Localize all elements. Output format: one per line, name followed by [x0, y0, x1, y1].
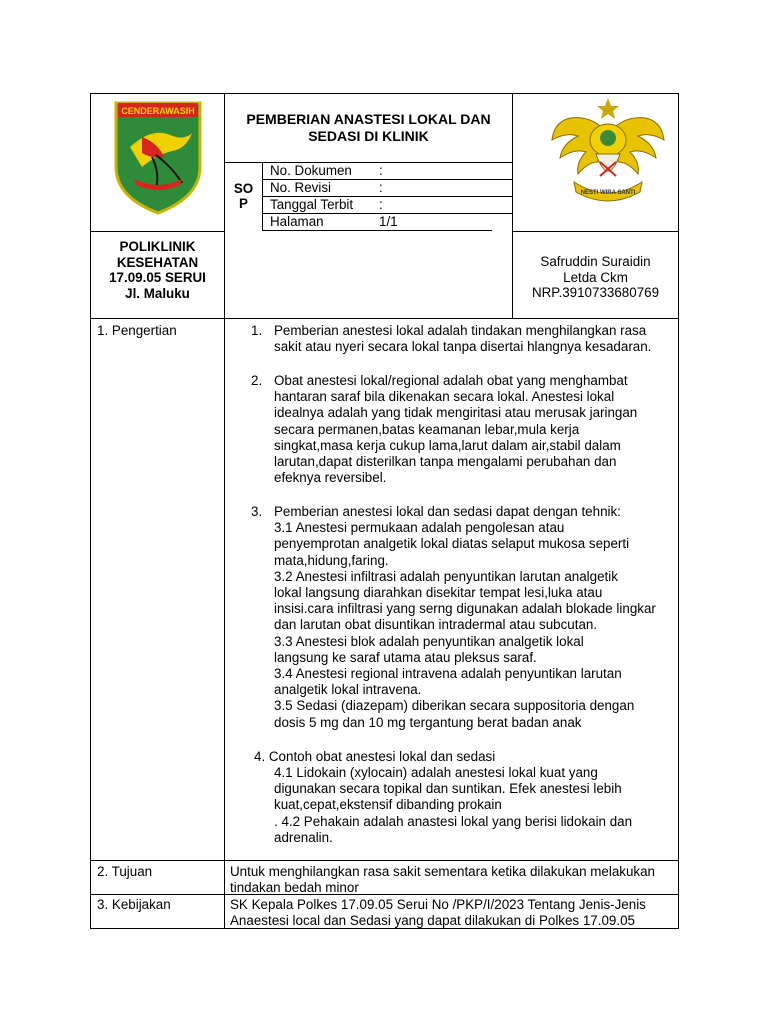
meta-label-dokumen: No. Dokumen: [270, 163, 352, 178]
list-item-2-number: 2.: [251, 373, 263, 388]
title-line-1: PEMBERIAN ANASTESI LOKAL DAN: [246, 111, 491, 127]
text-line: singkat,masa kerja cukup lama,larut dalam air,stabil dalam: [274, 437, 621, 453]
meta-value-tanggal: :: [379, 197, 383, 212]
text-line: mata,hidung,faring.: [274, 552, 389, 568]
table-border-right: [678, 93, 679, 929]
text-line: larutan,dapat disterilkan tanpa mengalami perubahan dan: [274, 454, 617, 470]
text-line: 4.1 Lidokain (xylocain) adalah anestesi lokal kuat yang: [274, 765, 598, 780]
meta-label-revisi: No. Revisi: [270, 180, 332, 195]
list-item-1-number: 1.: [251, 323, 263, 338]
text-line: . 4.2 Pehakain adalah anastesi lokal yang berisi lidokain dan: [274, 813, 633, 829]
kodam-garuda-logo: [548, 96, 668, 206]
meta-label-halaman: Halaman: [270, 214, 324, 229]
divider-meta-4: [262, 230, 492, 231]
text-line: dosis 5 mg dan 10 mg tergantung berat badan anak: [274, 714, 582, 730]
list-item-2-text: [274, 373, 637, 486]
divider-header-row: [90, 231, 225, 232]
divider-title: [224, 162, 513, 163]
text-line: Anaestesi local dan Sedasi yang dapat dilakukan di Polkes 17.09.05: [230, 913, 635, 928]
tujuan-text: [230, 864, 655, 896]
text-line: lokal langsung diarahkan disekitar tempat lesi,luka atau: [274, 585, 603, 601]
signatory-name: Safruddin Suraidin: [540, 254, 651, 269]
sop-line-1: SO: [233, 181, 254, 196]
sop-label: [225, 181, 262, 211]
signatory-nrp: NRP.3910733680769: [531, 285, 660, 300]
list-item-4-heading: 4. Contoh obat anestesi lokal dan sedasi: [254, 749, 496, 764]
table-border-top: [90, 93, 679, 94]
text-line: 3.5 Sedasi (diazepam) diberikan secara suppositoria dengan: [274, 698, 635, 714]
text-line: 3.3 Anestesi blok adalah penyuntikan analgetik lokal: [274, 633, 584, 649]
text-line: penyemprotan analgetik lokal diatas selaput mukosa seperti: [274, 536, 630, 552]
list-item-4-text: [274, 765, 632, 846]
signatory-rank: Letda Ckm: [563, 269, 628, 285]
text-line: digunakan secara topikal dan suntikan. Efek anestesi lebih: [274, 781, 622, 797]
text-line: analgetik lokal intravena.: [274, 682, 422, 698]
kebijakan-text: [230, 897, 646, 929]
list-item-3-text: [274, 504, 656, 731]
divider-tujuan: [90, 860, 679, 861]
text-line: langsung ke saraf utama atau pleksus saraf.: [274, 649, 537, 665]
text-line: Obat anestesi lokal/regional adalah obat yang menghambat: [274, 373, 628, 388]
divider-clinic-left: [224, 231, 225, 318]
table-border-left: [90, 93, 91, 929]
meta-value-dokumen: :: [379, 163, 383, 178]
clinic-info: [91, 239, 224, 301]
text-line: 3.1 Anestesi permukaan adalah pengolesan atau: [274, 520, 565, 536]
logo-motto-text: NESTI WIRA SANTI: [580, 190, 636, 196]
text-line: secara permanen,batas keamanan lebar,mula kerja: [274, 421, 580, 437]
text-line: Pemberian anestesi lokal dan sedasi dapat dengan tehnik:: [274, 504, 621, 519]
text-line: Untuk menghilangkan rasa sakit sementara ketika dilakukan melakukan: [230, 864, 656, 879]
title-line-2: SEDASI DI KLINIK: [308, 128, 429, 144]
section-label-kebijakan: 3. Kebijakan: [97, 897, 171, 912]
list-item-3-number: 3.: [251, 504, 263, 519]
text-line: dan larutan obat disuntikan intradermal atau subcutan.: [274, 617, 598, 633]
meta-value-revisi: :: [379, 180, 383, 195]
page-title: [225, 111, 512, 145]
divider-content-col: [224, 318, 225, 929]
logo-banner-text: CENDERAWASIH: [121, 106, 195, 116]
divider-header-row-right: [512, 231, 679, 232]
text-line: insisi.cara infiltrasi yang serng digunakan adalah blokade lingkar: [274, 601, 656, 617]
clinic-line-2: KESEHATAN: [116, 254, 199, 270]
list-item-1-text: [274, 323, 651, 355]
clinic-line-3: 17.09.05 SERUI: [109, 270, 206, 285]
cenderawasih-logo: [112, 97, 204, 215]
text-line: hantaran saraf bila dikenakan secara lokal. Anestesi lokal: [274, 389, 615, 405]
signatory: [513, 254, 678, 301]
text-line: adrenalin.: [274, 829, 333, 845]
text-line: SK Kepala Polkes 17.09.05 Serui No /PKP/I/2023 Tentang Jenis-Jenis: [230, 897, 646, 912]
text-line: 3.4 Anestesi regional intravena adalah penyuntikan larutan: [274, 666, 622, 682]
text-line: idealnya adalah yang tidak mengiritasi atau merusak jaringan: [274, 405, 638, 421]
text-line: efeknya reversibel.: [274, 470, 387, 486]
section-label-tujuan: 2. Tujuan: [97, 864, 153, 879]
clinic-line-1: POLIKLINIK: [119, 239, 196, 254]
sop-line-2: P: [239, 196, 248, 211]
clinic-line-4: Jl. Maluku: [125, 285, 190, 301]
divider-content-top: [90, 318, 679, 319]
text-line: sakit atau nyeri secara lokal tanpa disertai hlangnya kesadaran.: [274, 339, 652, 355]
section-label-pengertian: 1. Pengertian: [97, 323, 177, 338]
text-line: tindakan bedah minor: [230, 880, 359, 895]
text-line: 3.2 Anestesi infiltrasi adalah penyuntikan larutan analgetik: [274, 568, 618, 584]
text-line: Pemberian anestesi lokal adalah tindakan menghilangkan rasa: [274, 323, 647, 338]
text-line: kuat,cepat,ekstensif dibanding prokain: [274, 797, 502, 813]
meta-label-tanggal: Tanggal Terbit: [270, 197, 354, 212]
meta-value-halaman: 1/1: [379, 214, 398, 229]
